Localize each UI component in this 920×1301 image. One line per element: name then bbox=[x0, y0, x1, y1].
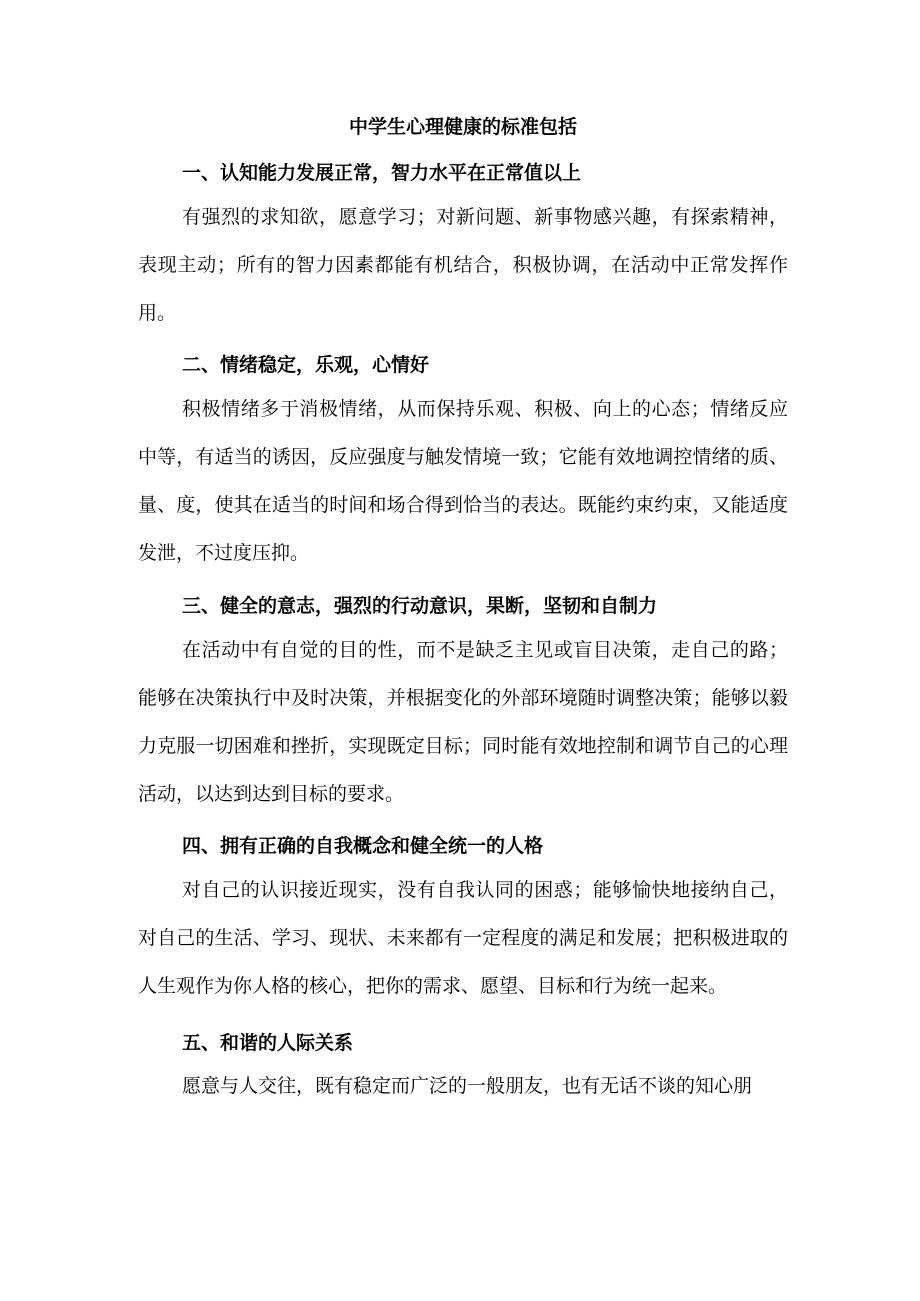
document-title: 中学生心理健康的标准包括 bbox=[348, 116, 577, 138]
section-heading-5: 五、和谐的人际关系 bbox=[182, 1032, 354, 1054]
section-heading-1: 一、认知能力发展正常，智力水平在正常值以上 bbox=[182, 162, 582, 184]
section-body-4: 对自己的认识接近现实，没有自我认同的困惑；能够愉快地接纳自己，对自己的生活、学习、现状、未来都有一定程度的满足和发展；把积极进取的人生观作为你人格的核心，把你的需求、愿望、目标和行为统一起来。 bbox=[138, 879, 788, 997]
section-heading-3: 三、健全的意志，强烈的行动意识，果断，坚韧和自制力 bbox=[182, 595, 658, 617]
section-heading-2: 二、情绪稳定，乐观，心情好 bbox=[182, 354, 430, 376]
section-heading-4: 四、拥有正确的自我概念和健全统一的人格 bbox=[182, 835, 544, 857]
section-body-1: 有强烈的求知欲，愿意学习；对新问题、新事物感兴趣，有探索精神，表现主动；所有的智力因素都能有机结合，积极协调，在活动中正常发挥作用。 bbox=[138, 206, 788, 324]
section-body-2: 积极情绪多于消极情绪，从而保持乐观、积极、向上的心态；情绪反应中等，有适当的诱因，反应强度与触发情境一致；它能有效地调控情绪的质、量、度，使其在适当的时间和场合得到恰当的表达。既能约束约束，又能适度发泄，不过度压抑。 bbox=[138, 398, 788, 564]
section-body-3: 在活动中有自觉的目的性，而不是缺乏主见或盲目决策，走自己的路；能够在决策执行中及时决策，并根据变化的外部环境随时调整决策；能够以毅力克服一切困难和挫折，实现既定目标；同时能有效地控制和调节自己的心理活动，以达到达到目标的要求。 bbox=[138, 639, 788, 805]
section-body-5: 愿意与人交往，既有稳定而广泛的一般朋友，也有无话不谈的知心朋 bbox=[182, 1075, 753, 1097]
